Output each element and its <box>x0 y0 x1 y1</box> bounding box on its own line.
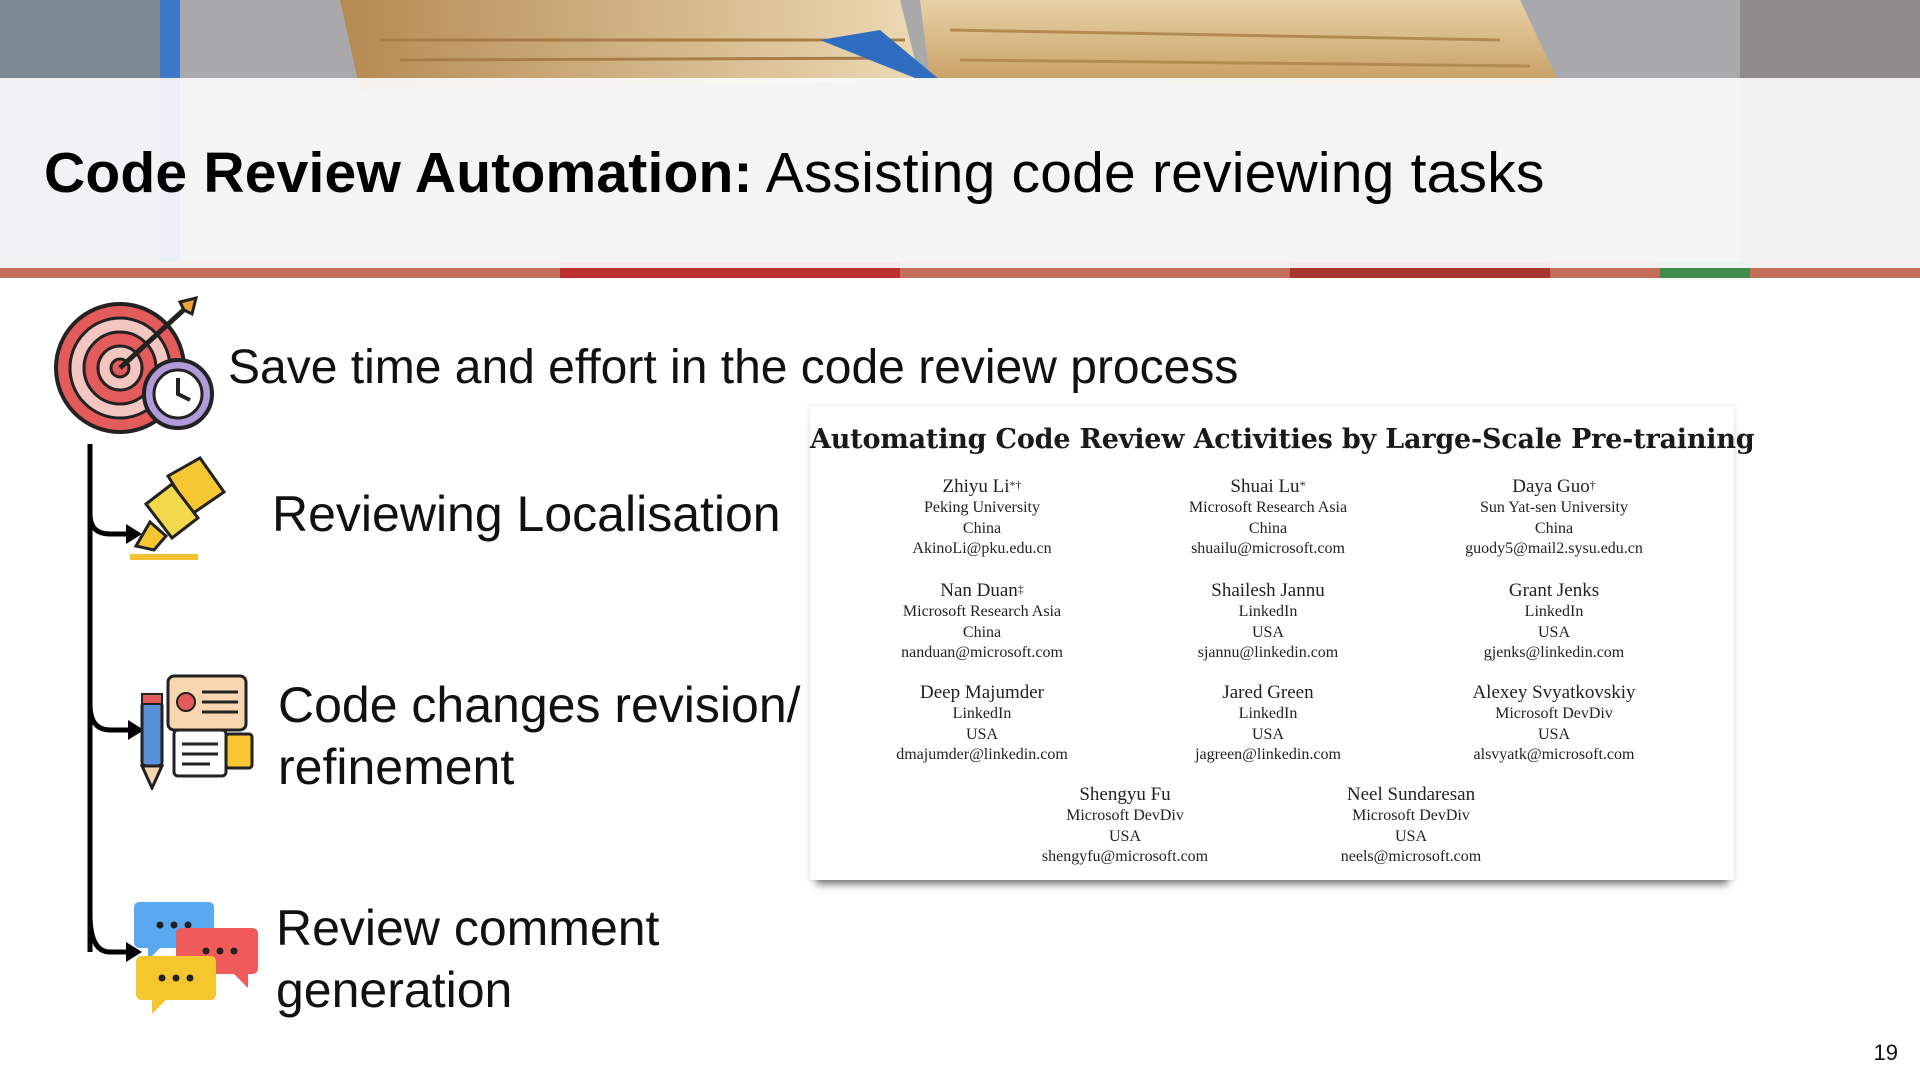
author-affiliation: Microsoft Research Asia <box>1188 499 1348 516</box>
slide-title-rest: Assisting code reviewing tasks <box>752 141 1545 205</box>
slide-title <box>44 140 1545 206</box>
author-affiliation: LinkedIn <box>1238 603 1298 620</box>
goal-statement: Save time and effort in the code review process <box>228 341 1239 394</box>
author-affiliation: Microsoft DevDiv <box>1066 807 1184 824</box>
author-affiliation: Sun Yat-sen University <box>1479 499 1628 516</box>
author-block <box>1404 682 1704 766</box>
author-name: Zhiyu Li <box>942 476 1010 497</box>
item-review-comment-generation <box>276 897 659 1021</box>
author-email: sjannu@linkedin.com <box>1197 644 1339 661</box>
author-email: neels@microsoft.com <box>1340 848 1482 865</box>
author-name: Jared Green <box>1222 682 1314 703</box>
paper-title: Automating Code Review Activities by Large-Scale Pre-training <box>810 424 1755 455</box>
item-3-line-2: generation <box>276 962 513 1018</box>
author-name: Nan Duan <box>940 580 1018 601</box>
author-block <box>1118 682 1418 766</box>
author-country: China <box>1534 519 1574 537</box>
author-country: USA <box>1108 827 1141 845</box>
item-3-line-1: Review comment <box>276 900 660 956</box>
header-banner-image <box>0 0 1920 278</box>
author-block <box>832 682 1132 766</box>
author-country: China <box>962 519 1002 537</box>
author-block <box>1404 476 1704 560</box>
highlighter-icon <box>128 456 228 562</box>
item-2-line-1: Code changes revision/ <box>278 677 801 733</box>
author-block <box>832 476 1132 560</box>
author-affiliation: Peking University <box>924 499 1040 516</box>
slide-number: 19 <box>1873 1040 1898 1065</box>
author-affiliation: Microsoft DevDiv <box>1352 807 1470 824</box>
author-email: guody5@mail2.sysu.edu.cn <box>1465 540 1643 557</box>
author-name: Shuai Lu <box>1230 476 1300 497</box>
author-email: gjenks@linkedin.com <box>1483 644 1625 661</box>
author-block <box>1118 580 1418 664</box>
author-block <box>832 580 1132 664</box>
author-email: jagreen@linkedin.com <box>1195 746 1341 763</box>
author-block <box>975 784 1275 868</box>
author-email: shengyfu@microsoft.com <box>1041 848 1209 865</box>
author-country: USA <box>1251 725 1284 743</box>
author-affiliation: LinkedIn <box>1524 603 1584 620</box>
author-country: USA <box>1394 827 1427 845</box>
author-block <box>1261 784 1561 868</box>
author-affiliation: Microsoft Research Asia <box>902 603 1062 620</box>
item-code-changes-revision <box>278 674 801 798</box>
author-affiliation: LinkedIn <box>1238 705 1298 722</box>
author-block <box>1404 580 1704 664</box>
author-name: Deep Majumder <box>920 682 1044 703</box>
author-block <box>1118 476 1418 560</box>
author-email: nanduan@microsoft.com <box>901 644 1063 661</box>
author-country: USA <box>1537 623 1570 641</box>
author-email: alsvyatk@microsoft.com <box>1473 746 1635 763</box>
paper-header-screenshot <box>810 406 1755 880</box>
author-name: Daya Guo <box>1512 476 1590 497</box>
author-name: Shailesh Jannu <box>1211 580 1325 601</box>
code-edit-icon <box>138 674 256 790</box>
author-country: USA <box>965 725 998 743</box>
author-mark: † <box>1589 478 1596 492</box>
author-country: China <box>1248 519 1288 537</box>
target-clock-icon <box>50 296 218 436</box>
author-mark: *† <box>1009 478 1022 492</box>
author-email: AkinoLi@pku.edu.cn <box>912 540 1052 557</box>
author-country: USA <box>1537 725 1570 743</box>
author-country: China <box>962 623 1002 641</box>
author-name: Neel Sundaresan <box>1346 784 1476 805</box>
author-country: USA <box>1251 623 1284 641</box>
item-2-line-2: refinement <box>278 739 515 795</box>
item-reviewing-localisation <box>272 483 781 545</box>
author-email: shuailu@microsoft.com <box>1191 540 1345 557</box>
author-mark: ‡ <box>1017 582 1024 596</box>
author-name: Shengyu Fu <box>1079 784 1171 805</box>
author-mark: * <box>1299 478 1306 492</box>
author-email: dmajumder@linkedin.com <box>896 746 1068 763</box>
chat-bubbles-icon <box>134 898 260 1016</box>
slide-title-bold: Code Review Automation: <box>44 141 753 205</box>
item-1-line-1: Reviewing Localisation <box>272 486 781 542</box>
author-affiliation: LinkedIn <box>952 705 1012 722</box>
author-name: Grant Jenks <box>1508 580 1600 601</box>
author-name: Alexey Svyatkovskiy <box>1472 682 1636 703</box>
author-affiliation: Microsoft DevDiv <box>1495 705 1613 722</box>
